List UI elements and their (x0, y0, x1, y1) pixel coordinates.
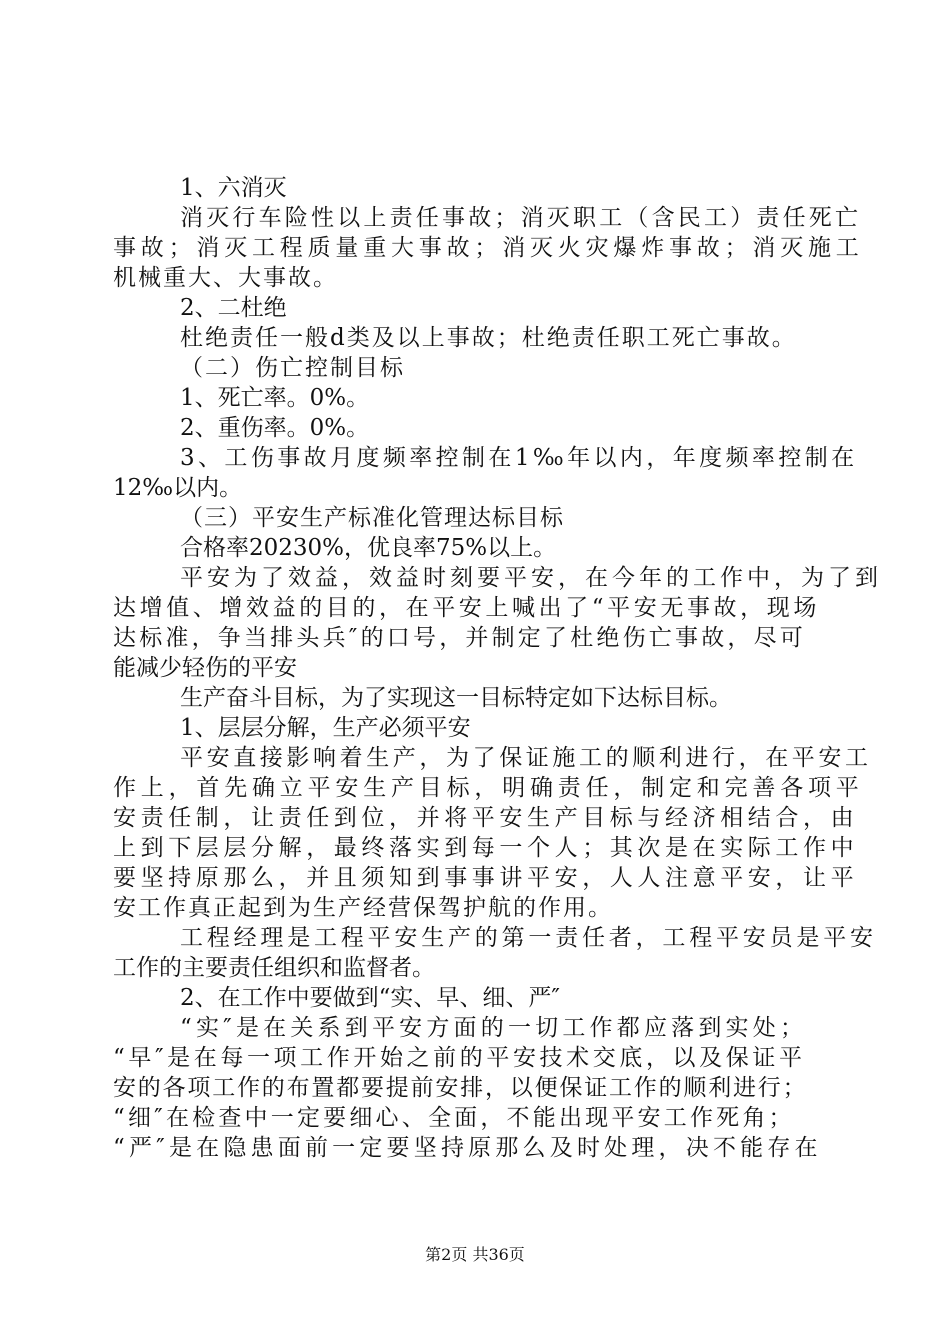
text-line: “细″在检查中一定要细心、全面，不能出现平安工作死角； (113, 1105, 795, 1131)
text-line: 合格率20230%，优良率75%以上。 (180, 535, 557, 561)
text-line: 机械重大、大事故。 (113, 265, 338, 291)
text-line: 作上，首先确立平安生产目标，明确责任，制定和完善各项平 (113, 775, 864, 801)
text-line: 平安为了效益，效益时刻要平安，在今年的工作中，为了到 (180, 565, 882, 591)
text-line: 能减少轻伤的平安 (113, 655, 297, 681)
text-line: 1、六消灭 (180, 175, 287, 201)
text-line: 安责任制，让责任到位，并将平安生产目标与经济相结合，由 (113, 805, 859, 831)
text-line: “实″是在关系到平安方面的一切工作都应落到实处； (180, 1015, 808, 1041)
text-line: 平安直接影响着生产，为了保证施工的顺利进行，在平安工 (180, 745, 872, 771)
text-line: （二）伤亡控制目标 (180, 355, 405, 381)
page-number-footer: 第2页 共36页 (425, 1245, 525, 1264)
text-line: 达增值、增效益的目的，在平安上喊出了“平安无事故，现场 (113, 595, 820, 621)
text-line: 要坚持原那么，并且须知到事事讲平安，人人注意平安，让平 (113, 865, 859, 891)
text-line: “严″是在隐患面前一定要坚持原那么及时处理，决不能存在 (113, 1135, 822, 1161)
text-line: 工作的主要责任组织和监督者。 (113, 955, 435, 981)
text-line: 杜绝责任一般d类及以上事故；杜绝责任职工死亡事故。 (180, 325, 797, 351)
text-line: 上到下层层分解，最终落实到每一个人；其次是在实际工作中 (113, 835, 859, 861)
text-line: 消灭行车险性以上责任事故；消灭职工（含民工）责任死亡 (180, 205, 862, 231)
text-line: 工程经理是工程平安生产的第一责任者，工程平安员是平安 (180, 925, 877, 951)
text-line: 12‰以内。 (113, 475, 243, 501)
text-line: 安工作真正起到为生产经营保驾护航的作用。 (113, 895, 613, 921)
text-line: 1、死亡率。0%。 (180, 385, 370, 411)
text-line: “早″是在每一项工作开始之前的平安技术交底，以及保证平 (113, 1045, 806, 1071)
text-line: 安的各项工作的布置都要提前安排，以便保证工作的顺利进行； (113, 1075, 808, 1101)
text-line: 2、在工作中要做到“实、早、细、严″ (180, 985, 560, 1011)
text-line: 生产奋斗目标，为了实现这一目标特定如下达标目标。 (180, 685, 732, 711)
text-line: 3、工伤事故月度频率控制在1‰年以内，年度频率控制在 (180, 445, 858, 471)
text-line: 2、二杜绝 (180, 295, 287, 321)
text-line: （三）平安生产标准化管理达标目标 (180, 505, 564, 531)
text-line: 事故；消灭工程质量重大事故；消灭火灾爆炸事故；消灭施工 (113, 235, 864, 261)
text-line: 1、层层分解，生产必须平安 (180, 715, 471, 741)
text-line: 2、重伤率。0%。 (180, 415, 370, 441)
text-line: 达标准，争当排头兵″的口号，并制定了杜绝伤亡事故，尽可 (113, 625, 806, 651)
